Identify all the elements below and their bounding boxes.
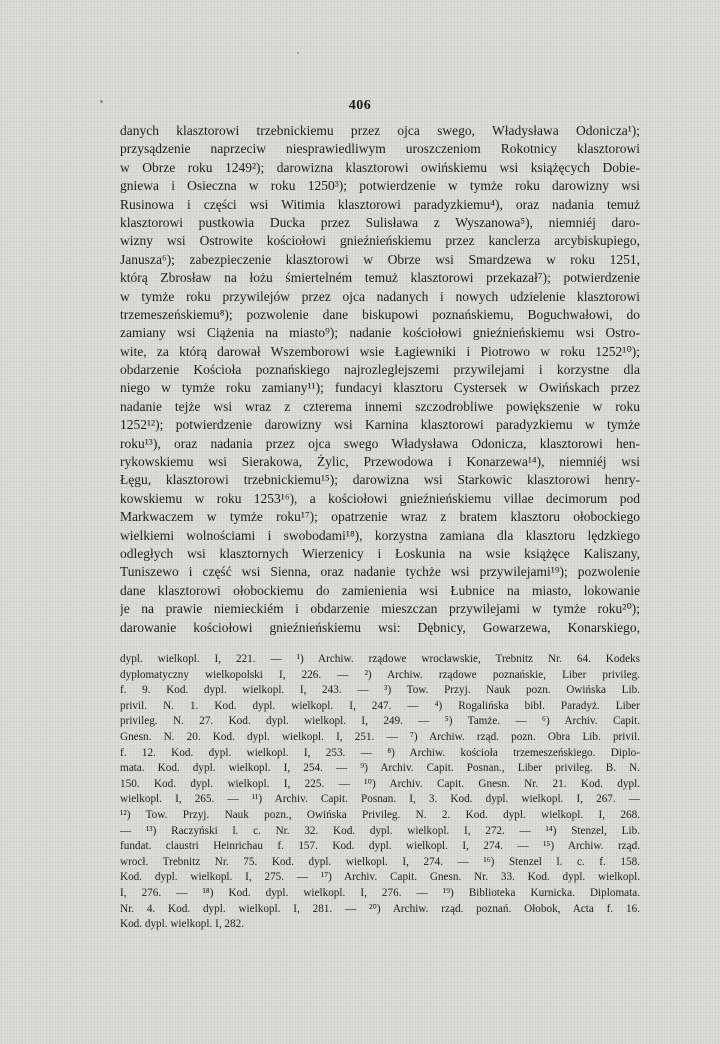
text-line: Tuniszewo i część wsi Sienna, oraz nadanie tychże wsi przywilejami¹⁹); pozwolenie bbox=[120, 564, 640, 580]
text-line: kowskiemu w roku 1253¹⁶), a kościołowi gnieźnieńskiemu villae decimorum pod bbox=[120, 490, 640, 506]
text-line: Rusinowa i części wsi Witimia klasztorowi paradyzkiemu⁴), oraz nadania temuż bbox=[120, 196, 640, 212]
footnote-line: Kod. dypl. wielkopl. I, 282. bbox=[120, 918, 244, 931]
text-line: 1252¹²); potwierdzenie darowizny wsi Karnina klasztorowi paradyzkiemu w tymże bbox=[120, 417, 640, 433]
footnote-line: dypl. wielkopl. I, 221. — ¹) Archiw. rządowe wrocławskie, Trebnitz Nr. 64. Kodeks bbox=[120, 653, 640, 665]
footnote-line: I, 276. — ¹⁸) Kod. dypl. wielkopl. I, 276. — ¹⁹) Biblioteka Kurnicka. Diplomata. bbox=[120, 886, 640, 899]
footnote-line: mata. Kod. dypl. wielkopl. I, 254. — ⁹) Archiv. Capit. Posnan., Liber privileg. B. N. bbox=[120, 762, 640, 775]
text-line: wite, za którą darował Wszemborowi wsie Łagiewniki i Piotrowo w roku 1252¹⁰); bbox=[120, 343, 640, 359]
text-line: darowanie kościołowi gnieźnieńskiemu wsi: Dębnicy, Gowarzewa, Konarskiego, bbox=[120, 619, 640, 635]
text-line: Markwaczem w tymże roku¹⁷); opatrzenie wraz z bratem klasztoru ołobockiego bbox=[120, 509, 640, 525]
text-line: rykowskiemu wsi Sierakowa, Żylic, Przewodowa i Konarzewa¹⁴), niemniéj wsi bbox=[120, 454, 640, 470]
text-line: przysądzenie naprzeciw niesprawiedliwym uroszczeniom Rokotnicy klasztorowi bbox=[120, 141, 640, 157]
footnote-line: privil. N. 1. Kod. dypl. wielkopl. I, 247. — ⁴) Rogalińska bibl. Paradyż. Liber bbox=[120, 699, 640, 712]
text-line: roku¹³), oraz nadania przez ojca swego Władysława Odonicza, klasztorowi hen- bbox=[120, 435, 640, 451]
footnote-line: wrocł. Trebnitz Nr. 75. Kod. dypl. wielkopl. I, 274. — ¹⁶) Stenzel l. c. f. 158. bbox=[120, 855, 640, 868]
text-line: nadanie tejże wsi wraz z czterema innemi szczodrobliwe powiększenie w roku bbox=[120, 398, 640, 414]
footnote-line: privileg. N. 27. Kod. dypl. wielkopl. I, 249. — ⁵) Tamże. — ⁶) Archiv. Capit. bbox=[120, 715, 640, 728]
footnote-line: — ¹³) Raczyński l. c. Nr. 32. Kod. dypl. wielkopl. I, 272. — ¹⁴) Stenzel, Lib. bbox=[120, 824, 640, 837]
text-line: Janusza⁶); zabezpieczenie klasztorowi w Obrze wsi Smardzewa w roku 1251, bbox=[120, 251, 640, 267]
footnote-line: fundat. claustri Heinrichau f. 157. Kod. dypl. wielkopl. I, 274. — ¹⁵) Archiw. rząd. bbox=[120, 840, 640, 853]
footnote-line: wielkopl. I, 265. — ¹¹) Archiv. Capit. Posnan. I, 3. Kod. dypl. wielkopl. I, 267. — bbox=[120, 793, 640, 806]
text-line: Łęgu, klasztorowi trzebnickiemu¹⁵); darowizna wsi Starkowic klasztorowi henry- bbox=[120, 472, 640, 488]
text-line: odległych wsi klasztornych Wierzenicy i Łoskunia na wsie książęce Kaliszany, bbox=[120, 545, 640, 561]
text-line: obdarzenie Kościoła poznańskiego najrozleglejszemi przywilejami i korzystne dla bbox=[120, 362, 640, 378]
text-line: dane klasztorowi ołobockiemu do zamienienia wsi Łubnice na miasto, lokowanie bbox=[120, 582, 640, 598]
text-line: w Obrze roku 1249²); darowizna klasztorowi owińskiemu wsi książęcych Dobie- bbox=[120, 159, 640, 175]
text-line: w tymże roku przywilejów przez ojca nadanych i nowych udzielenie klasztorowi bbox=[120, 288, 640, 304]
paper-speck bbox=[297, 52, 299, 54]
text-line: zamiany wsi Ciążenia na miasto⁹); nadanie kościołowi gnieźnieńskiemu wsi Ostro- bbox=[120, 325, 640, 341]
text-line: którą Zbrosław na łożu śmiertelném temuż klasztorowi przekazał⁷); potwierdzenie bbox=[120, 270, 640, 286]
text-line: wizny wsi Ostrowite kościołowi gnieźnieńskiemu przez kanclerza arcybiskupiego, bbox=[120, 233, 640, 249]
footnote-line: 150. Kod. dypl. wielkopl. I, 225. — ¹⁰) Archiv. Capit. Gnesn. Nr. 21. Kod. dypl. bbox=[120, 777, 640, 790]
footnote-line: f. 12. Kod. dypl. wielkopl. I, 253. — ⁸) Archiw. kościoła trzemeszeńskiego. Diplo- bbox=[120, 746, 640, 759]
footnotes bbox=[120, 652, 640, 933]
footnote-line: f. 9. Kod. dypl. wielkopl. I, 243. — ³) Tow. Przyj. Nauk pozn. Owińska Lib. bbox=[120, 684, 640, 697]
text-line: gniewa i Osieczna w roku 1250³); potwierdzenie w tymże roku darowizny wsi bbox=[120, 178, 640, 194]
footnote-line: Gnesn. N. 20. Kod. dypl. wielkopl. I, 251. — ⁷) Archiw. rząd. pozn. Obra Lib. privil. bbox=[120, 730, 640, 743]
footnote-line: dyplomatyczny wielkopolski I, 226. — ²) Archiw. rządowe poznańskie, Liber privileg. bbox=[120, 668, 640, 681]
text-line: je na prawie niemieckiém i obdarzenie mieszczan przywilejami w tymże roku²⁰); bbox=[120, 601, 640, 617]
text-line: danych klasztorowi trzebnickiemu przez ojca swego, Władysława Odonicza¹); bbox=[120, 123, 640, 138]
text-line: wielkiemi wolnościami i swobodami¹⁸), korzystna zamiana dla klasztoru lędzkiego bbox=[120, 527, 640, 543]
page-number: 406 bbox=[348, 98, 372, 113]
text-line: klasztorowi pustkowia Ducka przez Sulisława z Wyszanowa⁵), niemniéj daro- bbox=[120, 214, 640, 230]
footnote-line: ¹²) Tow. Przyj. Nauk pozn., Owińska Privileg. N. 2. Kod. dypl. wielkopl. I, 268. bbox=[120, 808, 640, 821]
footnote-line: Nr. 4. Kod. dypl. wielkopl. I, 281. — ²⁰) Archiw. rząd. poznań. Ołobok, Acta f. 16. bbox=[120, 902, 640, 915]
main-text bbox=[120, 122, 640, 637]
text-line: trzemeszeńskiemu⁸); pozwolenie dane biskupowi poznańskiemu, Boguchwałowi, do bbox=[120, 306, 640, 322]
footnote-line: Kod. dypl. wielkopl. I, 275. — ¹⁷) Archiv. Capit. Gnesn. Nr. 33. Kod. dypl. wielkopl. bbox=[120, 871, 640, 884]
text-line: niego w tymże roku zamiany¹¹); fundacyi klasztoru Cystersek w Owińskach przez bbox=[120, 380, 640, 396]
